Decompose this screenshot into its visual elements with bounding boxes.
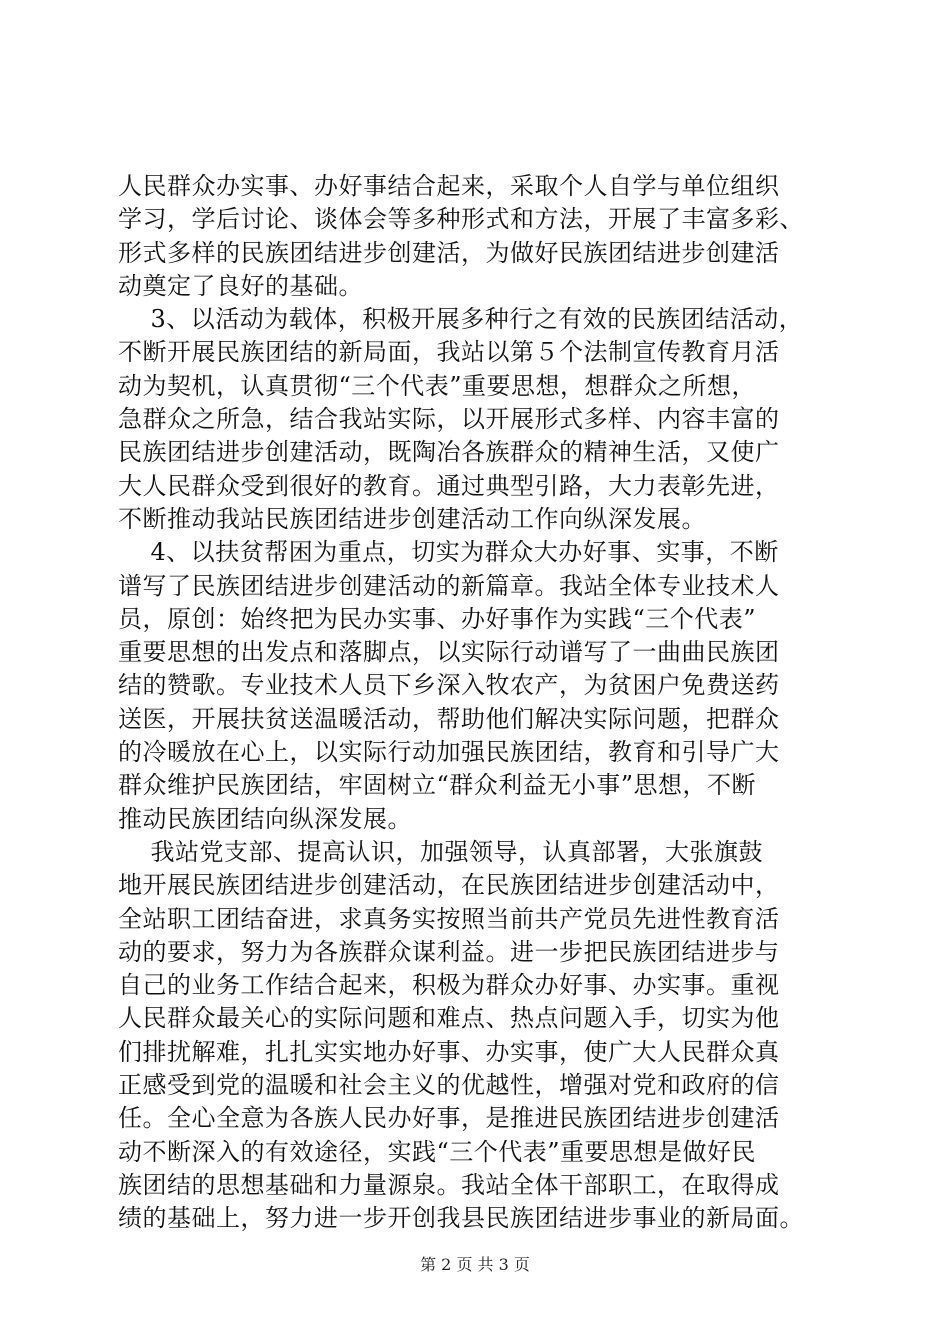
text-line: 族团结的思想基础和力量源泉。我站全体干部职工，在取得成 [118, 1170, 780, 1199]
text-line: 自己的业务工作结合起来，积极为群众办好事、办实事。重视 [118, 971, 780, 1000]
text-line: 结的赞歌。专业技术人员下乡深入牧农产，为贫困户免费送药 [118, 671, 780, 700]
text-line: 3、以活动为载体，积极开展多种行之有效的民族团结活动， [118, 305, 804, 334]
text-line: 人民群众办实事、办好事结合起来，采取个人自学与单位组织 [118, 172, 780, 200]
text-line: 的冷暖放在心上，以实际行动加强民族团结，教育和引导广大 [118, 738, 780, 767]
text-line: 地开展民族团结进步创建活动，在民族团结进步创建活动中， [118, 871, 780, 900]
document-body [118, 170, 858, 1236]
text-line: 人民群众最关心的实际问题和难点、热点问题入手，切实为他 [118, 1004, 780, 1033]
text-line: 全站职工团结奋进，求真务实按照当前共产党员先进性教育活 [118, 904, 780, 933]
text-line: 不断推动我站民族团结进步创建活动工作向纵深发展。 [118, 504, 706, 533]
text-line: 民族团结进步创建活动，既陶冶各族群众的精神生活，又使广 [118, 438, 780, 467]
text-line: 推动民族团结向纵深发展。 [118, 804, 412, 833]
text-line: 送医，开展扶贫送温暖活动，帮助他们解决实际问题，把群众 [118, 704, 780, 733]
text-line: 群众维护民族团结，牢固树立“群众利益无小事”思想，不断 [118, 771, 757, 800]
text-line: 动奠定了良好的基础。 [118, 271, 363, 300]
text-line: 任。全心全意为各族人民办好事，是推进民族团结进步创建活 [118, 1104, 780, 1133]
text-line: 大人民群众受到很好的教育。通过典型引路，大力表彰先进， [118, 471, 780, 500]
text-line: 们排扰解难，扎扎实实地办好事、办实事，使广大人民群众真 [118, 1037, 780, 1066]
text-line: 我站党支部、提高认识，加强领导，认真部署，大张旗鼓 [118, 837, 764, 866]
text-line: 谱写了民族团结进步创建活动的新篇章。我站全体专业技术人 [118, 571, 780, 600]
text-line: 重要思想的出发点和落脚点，以实际行动谱写了一曲曲民族团 [118, 638, 780, 667]
text-line: 急群众之所急，结合我站实际，以开展形式多样、内容丰富的 [118, 405, 780, 434]
text-line: 形式多样的民族团结进步创建活，为做好民族团结进步创建活 [118, 238, 780, 267]
text-line: 动不断深入的有效途径，实践“三个代表”重要思想是做好民 [118, 1137, 757, 1166]
text-line: 员，原创：始终把为民办实事、办好事作为实践“三个代表” [118, 604, 757, 633]
text-line: 绩的基础上，努力进一步开创我县民族团结进步事业的新局面。 [118, 1204, 804, 1233]
text-line: 不断开展民族团结的新局面，我站以第５个法制宣传教育月活 [118, 338, 780, 367]
page-footer: 第 2 页 共 3 页 [420, 1255, 530, 1274]
text-line: 正感受到党的温暖和社会主义的优越性，增强对党和政府的信 [118, 1071, 780, 1100]
text-line: 学习，学后讨论、谈体会等多种形式和方法，开展了丰富多彩、 [118, 205, 804, 234]
text-line: 动的要求，努力为各族群众谋利益。进一步把民族团结进步与 [118, 937, 780, 966]
text-line: 4、以扶贫帮困为重点，切实为群众大办好事、实事，不断 [118, 538, 779, 567]
text-line: 动为契机，认真贯彻“三个代表”重要思想，想群众之所想， [118, 371, 757, 400]
